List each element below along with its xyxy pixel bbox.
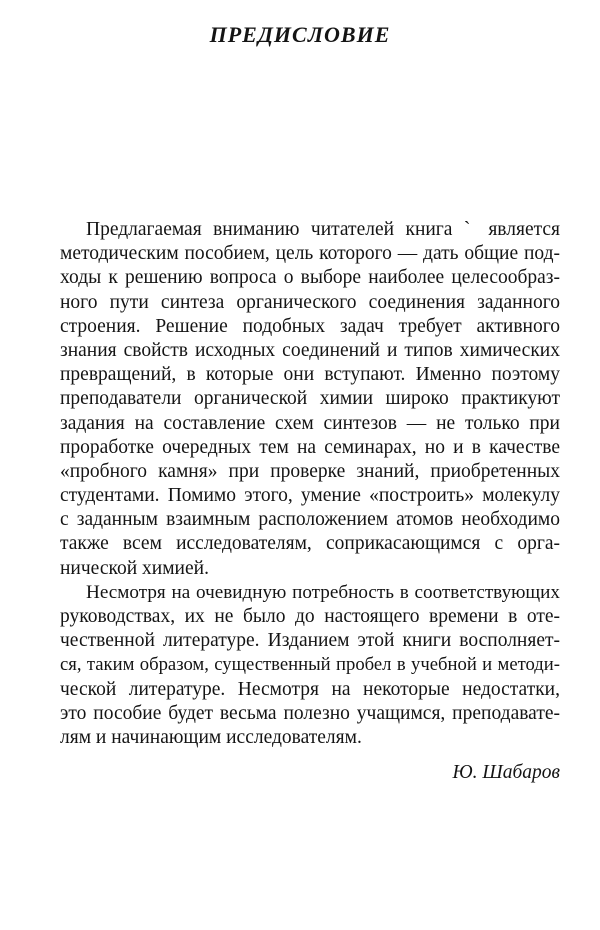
text-line: знания свойств исходных соединений и типов химических <box>60 339 560 361</box>
text-line: нической химией. <box>60 557 209 579</box>
text-line: строения. Решение подобных задач требует активного <box>60 315 560 337</box>
author-signature: Ю. Шабаров <box>452 762 560 783</box>
text-line: также всем исследователям, соприкасающимся с орга- <box>60 533 560 555</box>
paragraph-2 <box>60 581 560 750</box>
text-line: ся, таким образом, существенный пробел в учебной и методи- <box>60 654 560 676</box>
text-line: ческой литературе. Несмотря на некоторые недостатки, <box>60 678 560 700</box>
paragraph-1 <box>60 218 560 581</box>
text-line: лям и начинающим исследователям. <box>60 726 362 748</box>
text-line: превращений, в которые они вступают. Именно поэтому <box>60 364 560 386</box>
text-line: преподаватели органической химии широко практикуют <box>60 388 560 410</box>
preface-body <box>60 218 560 750</box>
text-line: «пробного камня» при проверке знаний, приобретенных <box>60 460 560 482</box>
text-line: чественной литературе. Изданием этой книги восполняет- <box>60 630 560 652</box>
text-line: задания на составление схем синтезов — не только при <box>60 412 560 434</box>
text-line: методическим пособием, цель которого — дать общие под- <box>60 243 560 265</box>
text-line: ходы к решению вопроса о выборе наиболее целесообраз- <box>60 267 560 289</box>
text-line: Предлагаемая вниманию читателей книга ˋ является <box>86 219 560 240</box>
text-line: студентами. Помимо этого, умение «построить» молекулу <box>60 485 560 507</box>
text-line: с заданным взаимным расположением атомов необходимо <box>60 509 560 531</box>
text-line: ного пути синтеза органического соединения заданного <box>60 291 560 313</box>
text-line: Несмотря на очевидную потребность в соответствующих <box>86 581 560 603</box>
text-line: это пособие будет весьма полезно учащимся, преподавате- <box>60 702 560 724</box>
text-line: руководствах, их не было до настоящего времени в оте- <box>60 606 560 627</box>
text-line: проработке очередных тем на семинарах, но и в качестве <box>60 436 560 458</box>
page-title: ПРЕДИСЛОВИЕ <box>209 22 391 47</box>
